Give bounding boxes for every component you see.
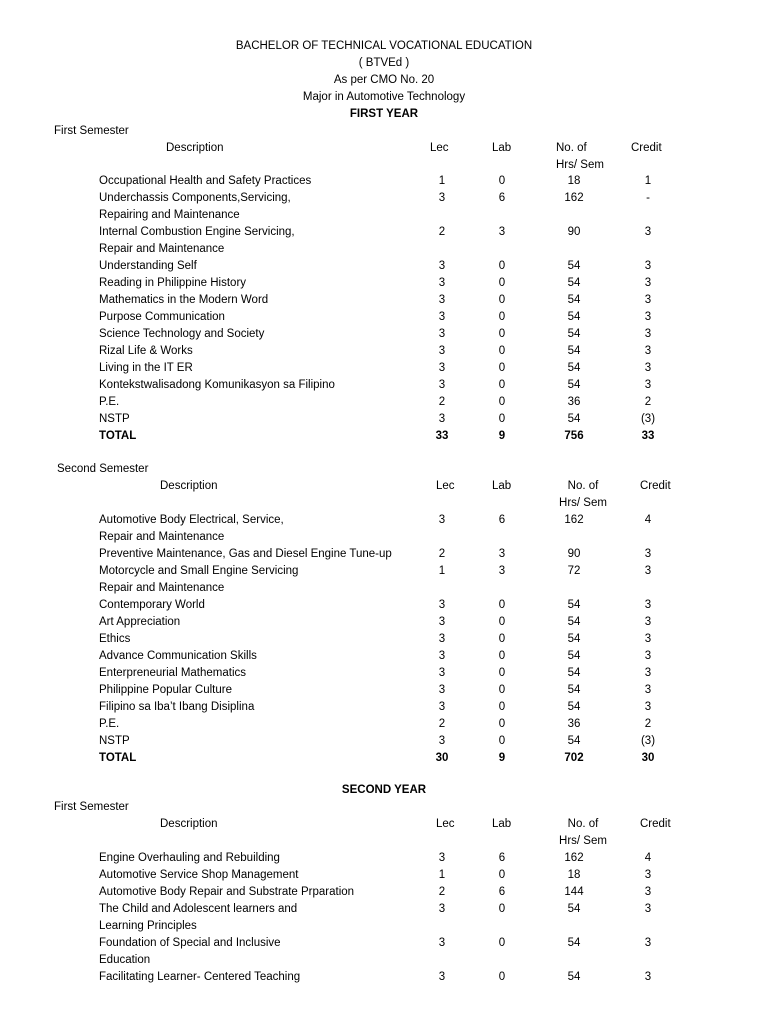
lab-units: 0	[498, 294, 506, 306]
lec-units: 3	[438, 413, 446, 425]
table-row	[0, 733, 768, 750]
credit-units: (3)	[640, 413, 656, 425]
course-description: Kontekstwalisadong Komunikasyon sa Filipino	[99, 379, 335, 391]
lec-units: 1	[438, 565, 446, 577]
first-year-heading: FIRST YEAR	[349, 108, 419, 120]
lab-units: 9	[498, 752, 506, 764]
lab-units: 0	[498, 379, 506, 391]
col-hrs: No. of Hrs/ Sem	[559, 818, 607, 847]
course-description: Repair and Maintenance	[99, 582, 225, 594]
credit-units: 3	[644, 869, 652, 881]
lec-units: 3	[438, 379, 446, 391]
credit-units: 33	[641, 430, 655, 442]
course-description: NSTP	[99, 735, 130, 747]
course-description: TOTAL	[99, 430, 137, 442]
table-row	[0, 394, 768, 411]
hours-per-sem: 54	[567, 971, 581, 983]
table-row	[0, 648, 768, 665]
course-description: Rizal Life & Works	[99, 345, 193, 357]
table-row	[0, 546, 768, 563]
col-lab: Lab	[492, 818, 512, 830]
table-row	[0, 597, 768, 614]
lec-units: 3	[438, 616, 446, 628]
lab-units: 0	[498, 667, 506, 679]
lab-units: 0	[498, 869, 506, 881]
credit-units: 4	[644, 514, 652, 526]
lab-units: 6	[498, 192, 506, 204]
lec-units: 3	[438, 599, 446, 611]
lec-units: 1	[438, 175, 446, 187]
credit-units: 3	[644, 650, 652, 662]
table-row	[0, 850, 768, 867]
hours-per-sem: 54	[567, 599, 581, 611]
course-description: Science Technology and Society	[99, 328, 265, 340]
table-row	[0, 867, 768, 884]
table-row	[0, 614, 768, 631]
table-row	[0, 563, 768, 580]
course-description: Preventive Maintenance, Gas and Diesel Engine Tune-up	[99, 548, 392, 560]
hours-per-sem: 54	[567, 413, 581, 425]
credit-units: 30	[641, 752, 655, 764]
course-description: P.E.	[99, 718, 120, 730]
course-description: Understanding Self	[99, 260, 197, 272]
hours-per-sem: 36	[567, 718, 581, 730]
lab-units: 0	[498, 311, 506, 323]
credit-units: 3	[644, 328, 652, 340]
credit-units: 3	[644, 548, 652, 560]
credit-units: 3	[644, 277, 652, 289]
table-row	[0, 190, 768, 207]
course-description: TOTAL	[99, 752, 137, 764]
lec-units: 3	[438, 903, 446, 915]
total-row	[0, 428, 768, 445]
lab-units: 0	[498, 599, 506, 611]
lec-units: 3	[438, 260, 446, 272]
lec-units: 33	[435, 430, 449, 442]
hours-per-sem: 54	[567, 684, 581, 696]
course-description: Reading in Philippine History	[99, 277, 247, 289]
lec-units: 3	[438, 701, 446, 713]
hours-per-sem: 702	[564, 752, 584, 764]
credit-units: 3	[644, 633, 652, 645]
credit-units: 3	[644, 903, 652, 915]
col-lec: Lec	[436, 818, 455, 830]
course-description: Purpose Communication	[99, 311, 225, 323]
hours-per-sem: 90	[567, 226, 581, 238]
hours-per-sem: 54	[567, 277, 581, 289]
credit-units: 3	[644, 345, 652, 357]
hours-per-sem: 18	[567, 869, 581, 881]
hours-per-sem: 54	[567, 735, 581, 747]
hours-per-sem: 54	[567, 379, 581, 391]
table-row	[0, 258, 768, 275]
hours-per-sem: 162	[564, 852, 584, 864]
course-description: Repairing and Maintenance	[99, 209, 240, 221]
lab-units: 6	[498, 852, 506, 864]
credit-units: 3	[644, 565, 652, 577]
table-row	[0, 360, 768, 377]
table-row	[0, 377, 768, 394]
hours-per-sem: 18	[567, 175, 581, 187]
course-description: Motorcycle and Small Engine Servicing	[99, 565, 299, 577]
lab-units: 0	[498, 971, 506, 983]
table-row	[0, 665, 768, 682]
course-description: Enterpreneurial Mathematics	[99, 667, 247, 679]
lec-units: 3	[438, 192, 446, 204]
hours-per-sem: 54	[567, 345, 581, 357]
col-description: Description	[166, 142, 224, 154]
lab-units: 0	[498, 684, 506, 696]
hours-per-sem: 54	[567, 616, 581, 628]
table-row	[0, 682, 768, 699]
credit-units: 2	[644, 718, 652, 730]
lec-units: 1	[438, 869, 446, 881]
hours-per-sem: 54	[567, 633, 581, 645]
lab-units: 0	[498, 650, 506, 662]
table-row	[0, 699, 768, 716]
lec-units: 2	[438, 226, 446, 238]
table-row	[0, 275, 768, 292]
lab-units: 0	[498, 413, 506, 425]
doc-title: BACHELOR OF TECHNICAL VOCATIONAL EDUCATION	[235, 40, 533, 52]
table-row	[0, 631, 768, 648]
hours-per-sem: 54	[567, 701, 581, 713]
lab-units: 9	[498, 430, 506, 442]
credit-units: 2	[644, 396, 652, 408]
lab-units: 0	[498, 718, 506, 730]
table-row	[0, 901, 768, 918]
lec-units: 3	[438, 852, 446, 864]
course-description: Occupational Health and Safety Practices	[99, 175, 312, 187]
course-description: Internal Combustion Engine Servicing,	[99, 226, 295, 238]
table-row	[0, 292, 768, 309]
hours-per-sem: 54	[567, 650, 581, 662]
col-lec: Lec	[430, 142, 449, 154]
y1s2-column-header	[0, 478, 768, 512]
table-row	[0, 241, 768, 258]
table-row	[0, 884, 768, 901]
y1s1-label: First Semester	[54, 125, 129, 137]
hours-per-sem: 90	[567, 548, 581, 560]
table-row	[0, 326, 768, 343]
doc-cmo-reference: As per CMO No. 20	[333, 74, 435, 86]
hours-per-sem: 54	[567, 260, 581, 272]
hours-per-sem: 54	[567, 667, 581, 679]
course-description: Facilitating Learner- Centered Teaching	[99, 971, 301, 983]
hours-per-sem: 54	[567, 362, 581, 374]
lab-units: 3	[498, 226, 506, 238]
course-description: Learning Principles	[99, 920, 197, 932]
second-year-heading: SECOND YEAR	[341, 784, 427, 796]
lec-units: 3	[438, 277, 446, 289]
credit-units: 3	[644, 684, 652, 696]
table-row	[0, 918, 768, 935]
table-row	[0, 512, 768, 529]
lec-units: 3	[438, 345, 446, 357]
lec-units: 3	[438, 311, 446, 323]
lec-units: 2	[438, 548, 446, 560]
y2s1-label: First Semester	[54, 801, 129, 813]
course-description: Automotive Body Electrical, Service,	[99, 514, 284, 526]
table-row	[0, 969, 768, 986]
credit-units: 3	[644, 379, 652, 391]
col-hrs: No. of Hrs/ Sem	[559, 480, 607, 509]
credit-units: 3	[644, 616, 652, 628]
lab-units: 0	[498, 277, 506, 289]
lec-units: 3	[438, 735, 446, 747]
course-description: Ethics	[99, 633, 131, 645]
table-row	[0, 411, 768, 428]
hours-per-sem: 144	[564, 886, 584, 898]
col-credit: Credit	[631, 142, 662, 154]
course-description: Automotive Service Shop Management	[99, 869, 299, 881]
lec-units: 3	[438, 937, 446, 949]
lab-units: 0	[498, 616, 506, 628]
table-row	[0, 935, 768, 952]
hours-per-sem: 54	[567, 328, 581, 340]
y1s1-column-header	[0, 140, 768, 174]
credit-units: 3	[644, 937, 652, 949]
lec-units: 30	[435, 752, 449, 764]
total-row	[0, 750, 768, 767]
col-hrs: No. of Hrs/ Sem	[556, 142, 604, 171]
table-row	[0, 207, 768, 224]
course-description: Advance Communication Skills	[99, 650, 257, 662]
course-description: Living in the IT ER	[99, 362, 193, 374]
lab-units: 6	[498, 514, 506, 526]
table-row	[0, 173, 768, 190]
doc-major: Major in Automotive Technology	[302, 91, 466, 103]
hours-per-sem: 36	[567, 396, 581, 408]
credit-units: -	[646, 192, 650, 204]
credit-units: 3	[644, 226, 652, 238]
lab-units: 3	[498, 548, 506, 560]
hours-per-sem: 162	[564, 514, 584, 526]
hours-per-sem: 162	[564, 192, 584, 204]
lab-units: 6	[498, 886, 506, 898]
table-row	[0, 716, 768, 733]
col-lab: Lab	[492, 480, 512, 492]
course-description: Philippine Popular Culture	[99, 684, 232, 696]
credit-units: 3	[644, 362, 652, 374]
course-description: Art Appreciation	[99, 616, 181, 628]
lab-units: 0	[498, 396, 506, 408]
course-description: Automotive Body Repair and Substrate Prparation	[99, 886, 355, 898]
doc-abbreviation: ( BTVEd )	[358, 57, 410, 69]
lab-units: 0	[498, 903, 506, 915]
course-description: Education	[99, 954, 151, 966]
hours-per-sem: 756	[564, 430, 584, 442]
hours-per-sem: 72	[567, 565, 581, 577]
col-lab: Lab	[492, 142, 512, 154]
lec-units: 3	[438, 328, 446, 340]
credit-units: 3	[644, 886, 652, 898]
course-description: Filipino sa Iba’t Ibang Disiplina	[99, 701, 255, 713]
lab-units: 0	[498, 260, 506, 272]
lec-units: 2	[438, 718, 446, 730]
credit-units: (3)	[640, 735, 656, 747]
credit-units: 3	[644, 294, 652, 306]
lab-units: 0	[498, 633, 506, 645]
table-row	[0, 309, 768, 326]
y1s2-label: Second Semester	[57, 463, 149, 475]
credit-units: 4	[644, 852, 652, 864]
credit-units: 3	[644, 260, 652, 272]
course-description: Underchassis Components,Servicing,	[99, 192, 291, 204]
course-description: Mathematics in the Modern Word	[99, 294, 269, 306]
table-row	[0, 580, 768, 597]
course-description: Foundation of Special and Inclusive	[99, 937, 281, 949]
lec-units: 2	[438, 396, 446, 408]
lab-units: 0	[498, 175, 506, 187]
lec-units: 3	[438, 650, 446, 662]
course-description: Repair and Maintenance	[99, 531, 225, 543]
table-row	[0, 343, 768, 360]
credit-units: 3	[644, 971, 652, 983]
lec-units: 3	[438, 684, 446, 696]
lec-units: 2	[438, 886, 446, 898]
hours-per-sem: 54	[567, 937, 581, 949]
hours-per-sem: 54	[567, 903, 581, 915]
credit-units: 3	[644, 701, 652, 713]
credit-units: 3	[644, 599, 652, 611]
col-credit: Credit	[640, 818, 671, 830]
col-credit: Credit	[640, 480, 671, 492]
lab-units: 0	[498, 345, 506, 357]
course-description: Repair and Maintenance	[99, 243, 225, 255]
course-description: Contemporary World	[99, 599, 205, 611]
col-description: Description	[160, 480, 218, 492]
lec-units: 3	[438, 362, 446, 374]
lab-units: 0	[498, 701, 506, 713]
lec-units: 3	[438, 667, 446, 679]
course-description: The Child and Adolescent learners and	[99, 903, 298, 915]
table-row	[0, 952, 768, 969]
course-description: Engine Overhauling and Rebuilding	[99, 852, 280, 864]
hours-per-sem: 54	[567, 294, 581, 306]
table-row	[0, 529, 768, 546]
credit-units: 1	[644, 175, 652, 187]
lec-units: 3	[438, 514, 446, 526]
lec-units: 3	[438, 971, 446, 983]
lab-units: 0	[498, 328, 506, 340]
table-row	[0, 224, 768, 241]
lab-units: 0	[498, 735, 506, 747]
lec-units: 3	[438, 294, 446, 306]
y2s1-column-header	[0, 816, 768, 850]
credit-units: 3	[644, 311, 652, 323]
lab-units: 0	[498, 937, 506, 949]
col-description: Description	[160, 818, 218, 830]
lec-units: 3	[438, 633, 446, 645]
course-description: NSTP	[99, 413, 130, 425]
lab-units: 0	[498, 362, 506, 374]
credit-units: 3	[644, 667, 652, 679]
course-description: P.E.	[99, 396, 120, 408]
hours-per-sem: 54	[567, 311, 581, 323]
lab-units: 3	[498, 565, 506, 577]
col-lec: Lec	[436, 480, 455, 492]
